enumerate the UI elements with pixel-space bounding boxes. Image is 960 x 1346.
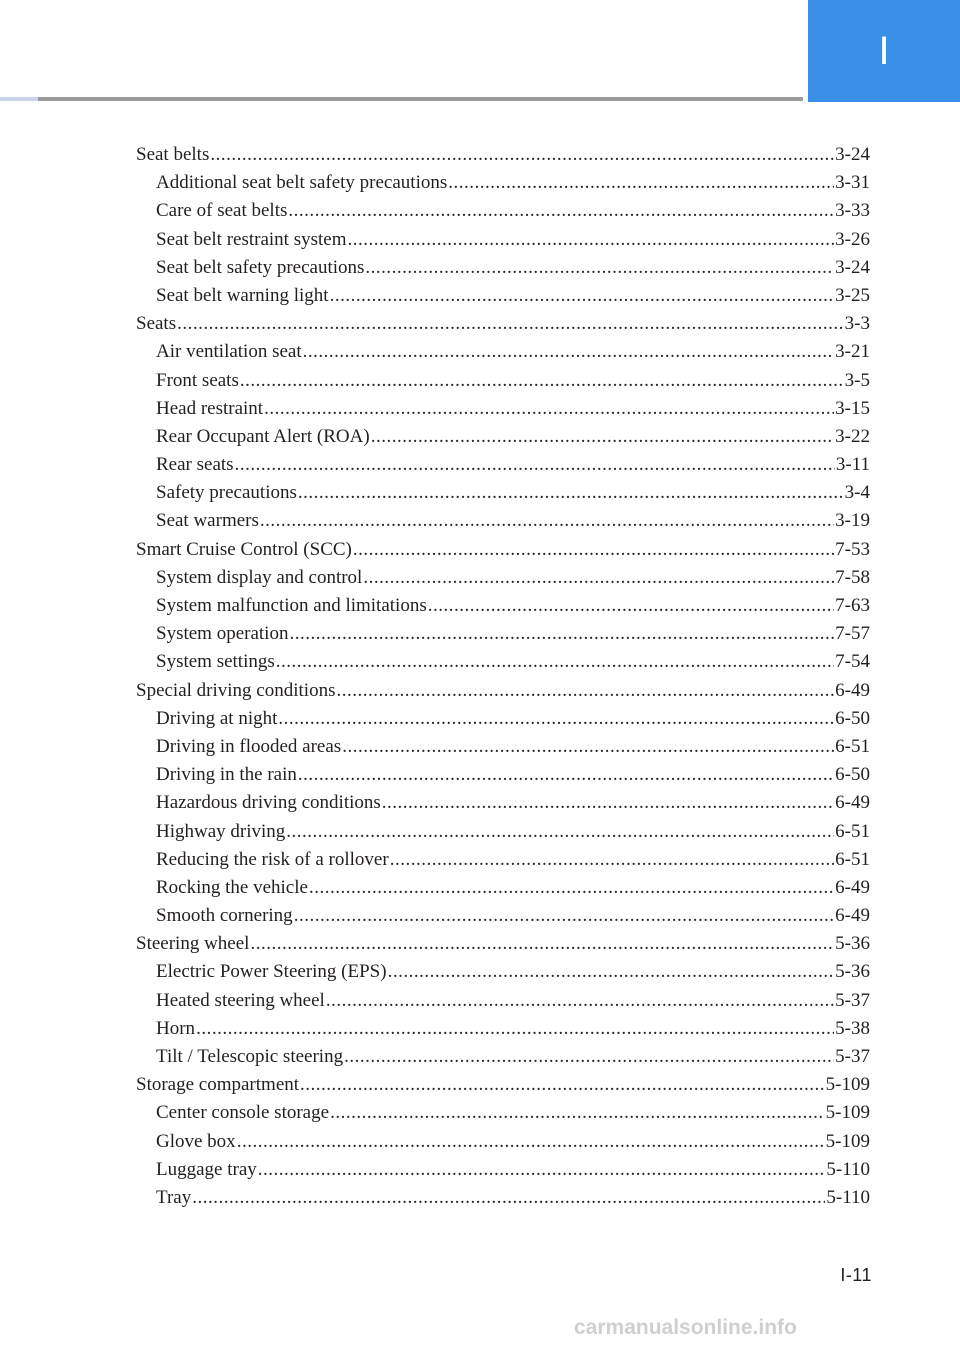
entry-page: 3-11 (835, 454, 870, 476)
index-entry (136, 930, 870, 958)
dot-leader (342, 733, 834, 761)
index-subentry (136, 987, 870, 1015)
entry-page: 5-36 (835, 961, 870, 983)
index-subentry (136, 169, 870, 197)
index-entry (136, 536, 870, 564)
entry-page: 6-49 (835, 905, 870, 927)
index-subentry (136, 620, 870, 648)
entry-term: Smooth cornering (156, 905, 293, 927)
dot-leader (276, 648, 834, 676)
index-subentry (136, 592, 870, 620)
entry-term: Seats (136, 313, 177, 335)
entry-term: Luggage tray (156, 1158, 257, 1180)
index-subentry (136, 958, 870, 986)
dot-leader (278, 705, 834, 733)
entry-page: 3-24 (835, 256, 870, 278)
entry-page: 7-53 (835, 538, 870, 560)
entry-term: Glove box (156, 1130, 236, 1152)
index-subentry (136, 1099, 870, 1127)
entry-page: 5-37 (835, 989, 870, 1011)
entry-term: Additional seat belt safety precautions (156, 172, 448, 194)
entry-term: Horn (156, 1017, 196, 1039)
dot-leader (371, 423, 834, 451)
index-subentry (136, 367, 870, 395)
dot-leader (289, 620, 834, 648)
entry-page: 3-24 (835, 144, 870, 165)
index-subentry (136, 1015, 870, 1043)
entry-term: Storage compartment (136, 1074, 300, 1096)
entry-term: Seat belt restraint system (156, 228, 347, 250)
entry-page: 5-110 (826, 1158, 870, 1180)
index-subentry (136, 789, 870, 817)
entry-page: 3-25 (835, 284, 870, 306)
dot-leader (388, 958, 835, 986)
entry-page: 6-51 (835, 735, 870, 757)
entry-term: System display and control (156, 566, 363, 588)
dot-leader (330, 282, 835, 310)
entry-page: 6-49 (835, 679, 870, 701)
entry-term: Steering wheel (136, 933, 250, 955)
dot-leader (192, 1184, 825, 1212)
section-tab-label: I (878, 29, 890, 73)
dot-leader (382, 789, 834, 817)
entry-page: 7-57 (835, 623, 870, 645)
index-subentry (136, 507, 870, 535)
entry-page: 5-38 (835, 1017, 870, 1039)
entry-page: 5-110 (826, 1186, 870, 1208)
index-subentry (136, 254, 870, 282)
index-subentry (136, 226, 870, 254)
entry-page: 5-109 (825, 1130, 870, 1152)
entry-term: Safety precautions (156, 482, 297, 504)
index-entry (136, 1071, 870, 1099)
entry-page: 5-109 (825, 1102, 870, 1124)
watermark: carmanualsonline.info (574, 1316, 797, 1339)
dot-leader (177, 310, 844, 338)
entry-term: Air ventilation seat (156, 341, 302, 363)
dot-leader (309, 874, 834, 902)
index-subentry (136, 874, 870, 902)
dot-leader (264, 395, 834, 423)
entry-term: Driving in the rain (156, 764, 297, 786)
dot-leader (286, 818, 834, 846)
dot-leader (303, 338, 835, 366)
dot-leader (298, 761, 834, 789)
entry-page: 7-58 (835, 566, 870, 588)
index-subentry (136, 282, 870, 310)
dot-leader (428, 592, 834, 620)
entry-page: 3-31 (835, 172, 870, 194)
entry-term: Heated steering wheel (156, 989, 325, 1011)
entry-term: Head restraint (156, 397, 264, 419)
entry-page: 6-49 (835, 792, 870, 814)
dot-leader (300, 1071, 825, 1099)
entry-page: 3-15 (835, 397, 870, 419)
header-rule (0, 97, 803, 101)
dot-leader (347, 226, 834, 254)
entry-term: Seat warmers (156, 510, 259, 532)
dot-leader (365, 254, 834, 282)
entry-term: Driving in flooded areas (156, 735, 342, 757)
page-number: I-11 (840, 1265, 872, 1285)
entry-term: Rear Occupant Alert (ROA) (156, 425, 370, 447)
index-subentry (136, 648, 870, 676)
entry-term: System malfunction and limitations (156, 595, 427, 616)
dot-leader (363, 564, 834, 592)
entry-term: Seat belt warning light (156, 284, 329, 306)
entry-page: 7-54 (835, 651, 870, 673)
index-subentry (136, 338, 870, 366)
entry-page: 3-19 (835, 510, 870, 532)
entry-page: 6-49 (835, 876, 870, 898)
entry-term: Smart Cruise Control (SCC) (136, 538, 352, 560)
entry-page: 5-37 (835, 1046, 870, 1067)
dot-leader (260, 507, 834, 535)
index-entry (136, 141, 870, 169)
dot-leader (336, 677, 834, 705)
entry-term: Care of seat belts (156, 200, 288, 222)
entry-page: 5-36 (835, 933, 870, 955)
dot-leader (344, 1043, 834, 1071)
entry-term: Front seats (156, 369, 239, 391)
dot-leader (353, 536, 834, 564)
entry-page: 3-5 (844, 369, 870, 391)
entry-term: Center console storage (156, 1102, 330, 1124)
section-tab (808, 0, 960, 102)
index-entry (136, 310, 870, 338)
entry-term: Seat belt safety precautions (156, 256, 365, 278)
entry-term: Highway driving (156, 820, 286, 842)
entry-page: 6-51 (835, 848, 870, 870)
entry-page: 3-22 (835, 425, 870, 447)
dot-leader (294, 902, 834, 930)
entry-term: Rear seats (156, 454, 234, 476)
entry-page: 3-3 (844, 313, 870, 335)
dot-leader (448, 169, 834, 197)
dot-leader (298, 479, 844, 507)
index-subentry (136, 1128, 870, 1156)
index-subentry (136, 395, 870, 423)
entry-page: 6-50 (835, 707, 870, 729)
index-subentry (136, 423, 870, 451)
entry-page: 3-26 (835, 228, 870, 250)
entry-term: System operation (156, 623, 289, 645)
dot-leader (237, 1128, 825, 1156)
index-subentry (136, 902, 870, 930)
entry-term: Seat belts (136, 144, 210, 165)
entry-term: Driving at night (156, 707, 278, 729)
entry-term: Reducing the risk of a rollover (156, 848, 389, 870)
index-subentry (136, 564, 870, 592)
dot-leader (250, 930, 834, 958)
entry-page: 3-33 (835, 200, 870, 222)
index-subentry (136, 705, 870, 733)
dot-leader (326, 987, 834, 1015)
index-entry (136, 677, 870, 705)
index-list (136, 141, 870, 1212)
dot-leader (235, 451, 835, 479)
index-subentry (136, 451, 870, 479)
dot-leader (390, 846, 834, 874)
dot-leader (240, 367, 844, 395)
dot-leader (210, 141, 834, 169)
dot-leader (196, 1015, 834, 1043)
entry-term: Rocking the vehicle (156, 876, 308, 898)
index-subentry (136, 197, 870, 225)
entry-term: Electric Power Steering (EPS) (156, 961, 387, 983)
entry-page: 3-4 (844, 482, 870, 504)
entry-page: 5-109 (825, 1074, 870, 1096)
index-subentry (136, 479, 870, 507)
index-subentry (136, 761, 870, 789)
dot-leader (258, 1156, 826, 1184)
index-subentry (136, 846, 870, 874)
entry-term: Hazardous driving conditions (156, 792, 381, 814)
index-subentry (136, 1043, 870, 1071)
index-subentry (136, 818, 870, 846)
index-subentry (136, 733, 870, 761)
entry-page: 6-50 (835, 764, 870, 786)
entry-page: 7-63 (835, 595, 870, 616)
entry-term: Tilt / Telescopic steering (156, 1046, 344, 1067)
index-subentry (136, 1184, 870, 1212)
entry-term: Tray (156, 1186, 192, 1208)
entry-term: System settings (156, 651, 275, 673)
dot-leader (288, 197, 834, 225)
entry-term: Special driving conditions (136, 679, 336, 701)
entry-page: 6-51 (835, 820, 870, 842)
index-subentry (136, 1156, 870, 1184)
entry-page: 3-21 (835, 341, 870, 363)
dot-leader (330, 1099, 825, 1127)
